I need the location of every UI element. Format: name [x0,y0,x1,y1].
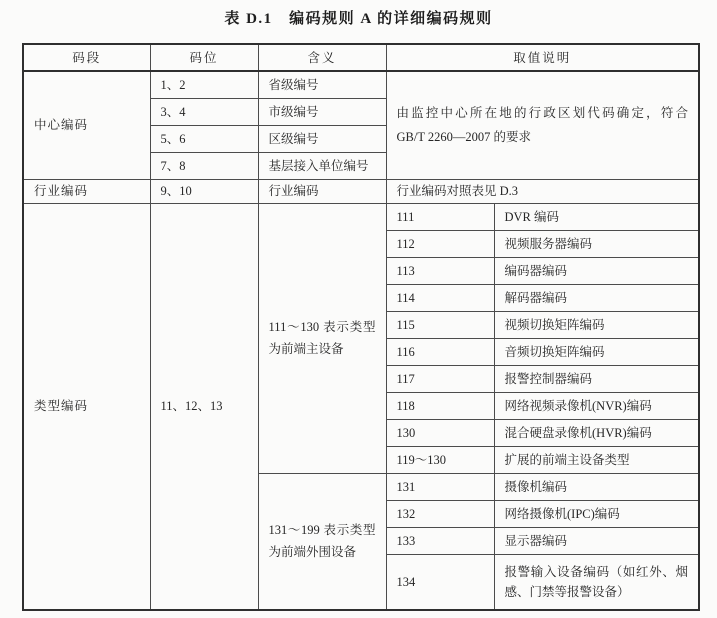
cell-desc: 显示器编码 [494,527,699,554]
cell-position: 5、6 [150,125,258,152]
cell-meaning-group-1 [258,203,386,473]
table-row [23,203,699,230]
col-header-position: 码位 [150,44,258,71]
cell-position-type: 11、12、13 [150,203,258,610]
meaning-line-1: 111～130 表示类型 [268,320,376,334]
cell-meaning: 区级编号 [258,125,386,152]
note-line-1: 由监控中心所在地的行政区划代码确定，符合 [396,106,689,121]
cell-meaning-group-2 [258,473,386,610]
cell-desc: 扩展的前端主设备类型 [494,446,699,473]
cell-code: 131 [386,473,494,500]
col-header-meaning: 含义 [258,44,386,71]
cell-meaning: 行业编码 [258,179,386,203]
cell-code: 119～130 [386,446,494,473]
cell-desc: 视频服务器编码 [494,230,699,257]
cell-code: 117 [386,365,494,392]
cell-desc: 网络视频录像机(NVR)编码 [494,392,699,419]
cell-code: 130 [386,419,494,446]
cell-meaning: 市级编号 [258,98,386,125]
cell-position: 7、8 [150,152,258,179]
cell-segment-center: 中心编码 [23,71,150,179]
cell-desc: 编码器编码 [494,257,699,284]
cell-code: 133 [386,527,494,554]
coding-rule-table [22,43,700,611]
cell-code: 111 [386,203,494,230]
cell-desc: DVR 编码 [494,203,699,230]
cell-desc: 视频切换矩阵编码 [494,311,699,338]
cell-code: 112 [386,230,494,257]
meaning-line-1: 131～199 表示类型 [268,523,376,538]
cell-segment-industry: 行业编码 [23,179,150,203]
cell-position: 1、2 [150,71,258,98]
cell-meaning: 省级编号 [258,71,386,98]
cell-desc: 网络摄像机(IPC)编码 [494,500,699,527]
cell-desc: 混合硬盘录像机(HVR)编码 [494,419,699,446]
cell-code: 132 [386,500,494,527]
cell-meaning: 基层接入单位编号 [258,152,386,179]
cell-position: 9、10 [150,179,258,203]
col-header-value: 取值说明 [386,44,699,71]
note-line-2: GB/T 2260—2007 的要求 [396,130,531,145]
cell-code: 134 [386,554,494,610]
meaning-line-2: 为前端主设备 [268,342,344,356]
cell-code: 118 [386,392,494,419]
cell-position: 3、4 [150,98,258,125]
cell-value-note-industry: 行业编码对照表见 D.3 [386,179,699,203]
cell-code: 116 [386,338,494,365]
table-row [23,71,699,98]
cell-desc: 解码器编码 [494,284,699,311]
cell-segment-type: 类型编码 [23,203,150,610]
cell-code: 115 [386,311,494,338]
cell-value-note-center [386,71,699,179]
table-row [23,179,699,203]
table-caption: 表 D.1 编码规则 A 的详细编码规则 [224,11,493,27]
cell-code: 114 [386,284,494,311]
cell-desc: 报警输入设备编码（如红外、烟感、门禁等报警设备） [494,554,699,610]
cell-desc: 摄像机编码 [494,473,699,500]
cell-code: 113 [386,257,494,284]
meaning-line-2: 为前端外围设备 [268,545,357,560]
table-header-row [23,44,699,71]
cell-desc: 音频切换矩阵编码 [494,338,699,365]
col-header-segment: 码段 [23,44,150,71]
cell-desc: 报警控制器编码 [494,365,699,392]
